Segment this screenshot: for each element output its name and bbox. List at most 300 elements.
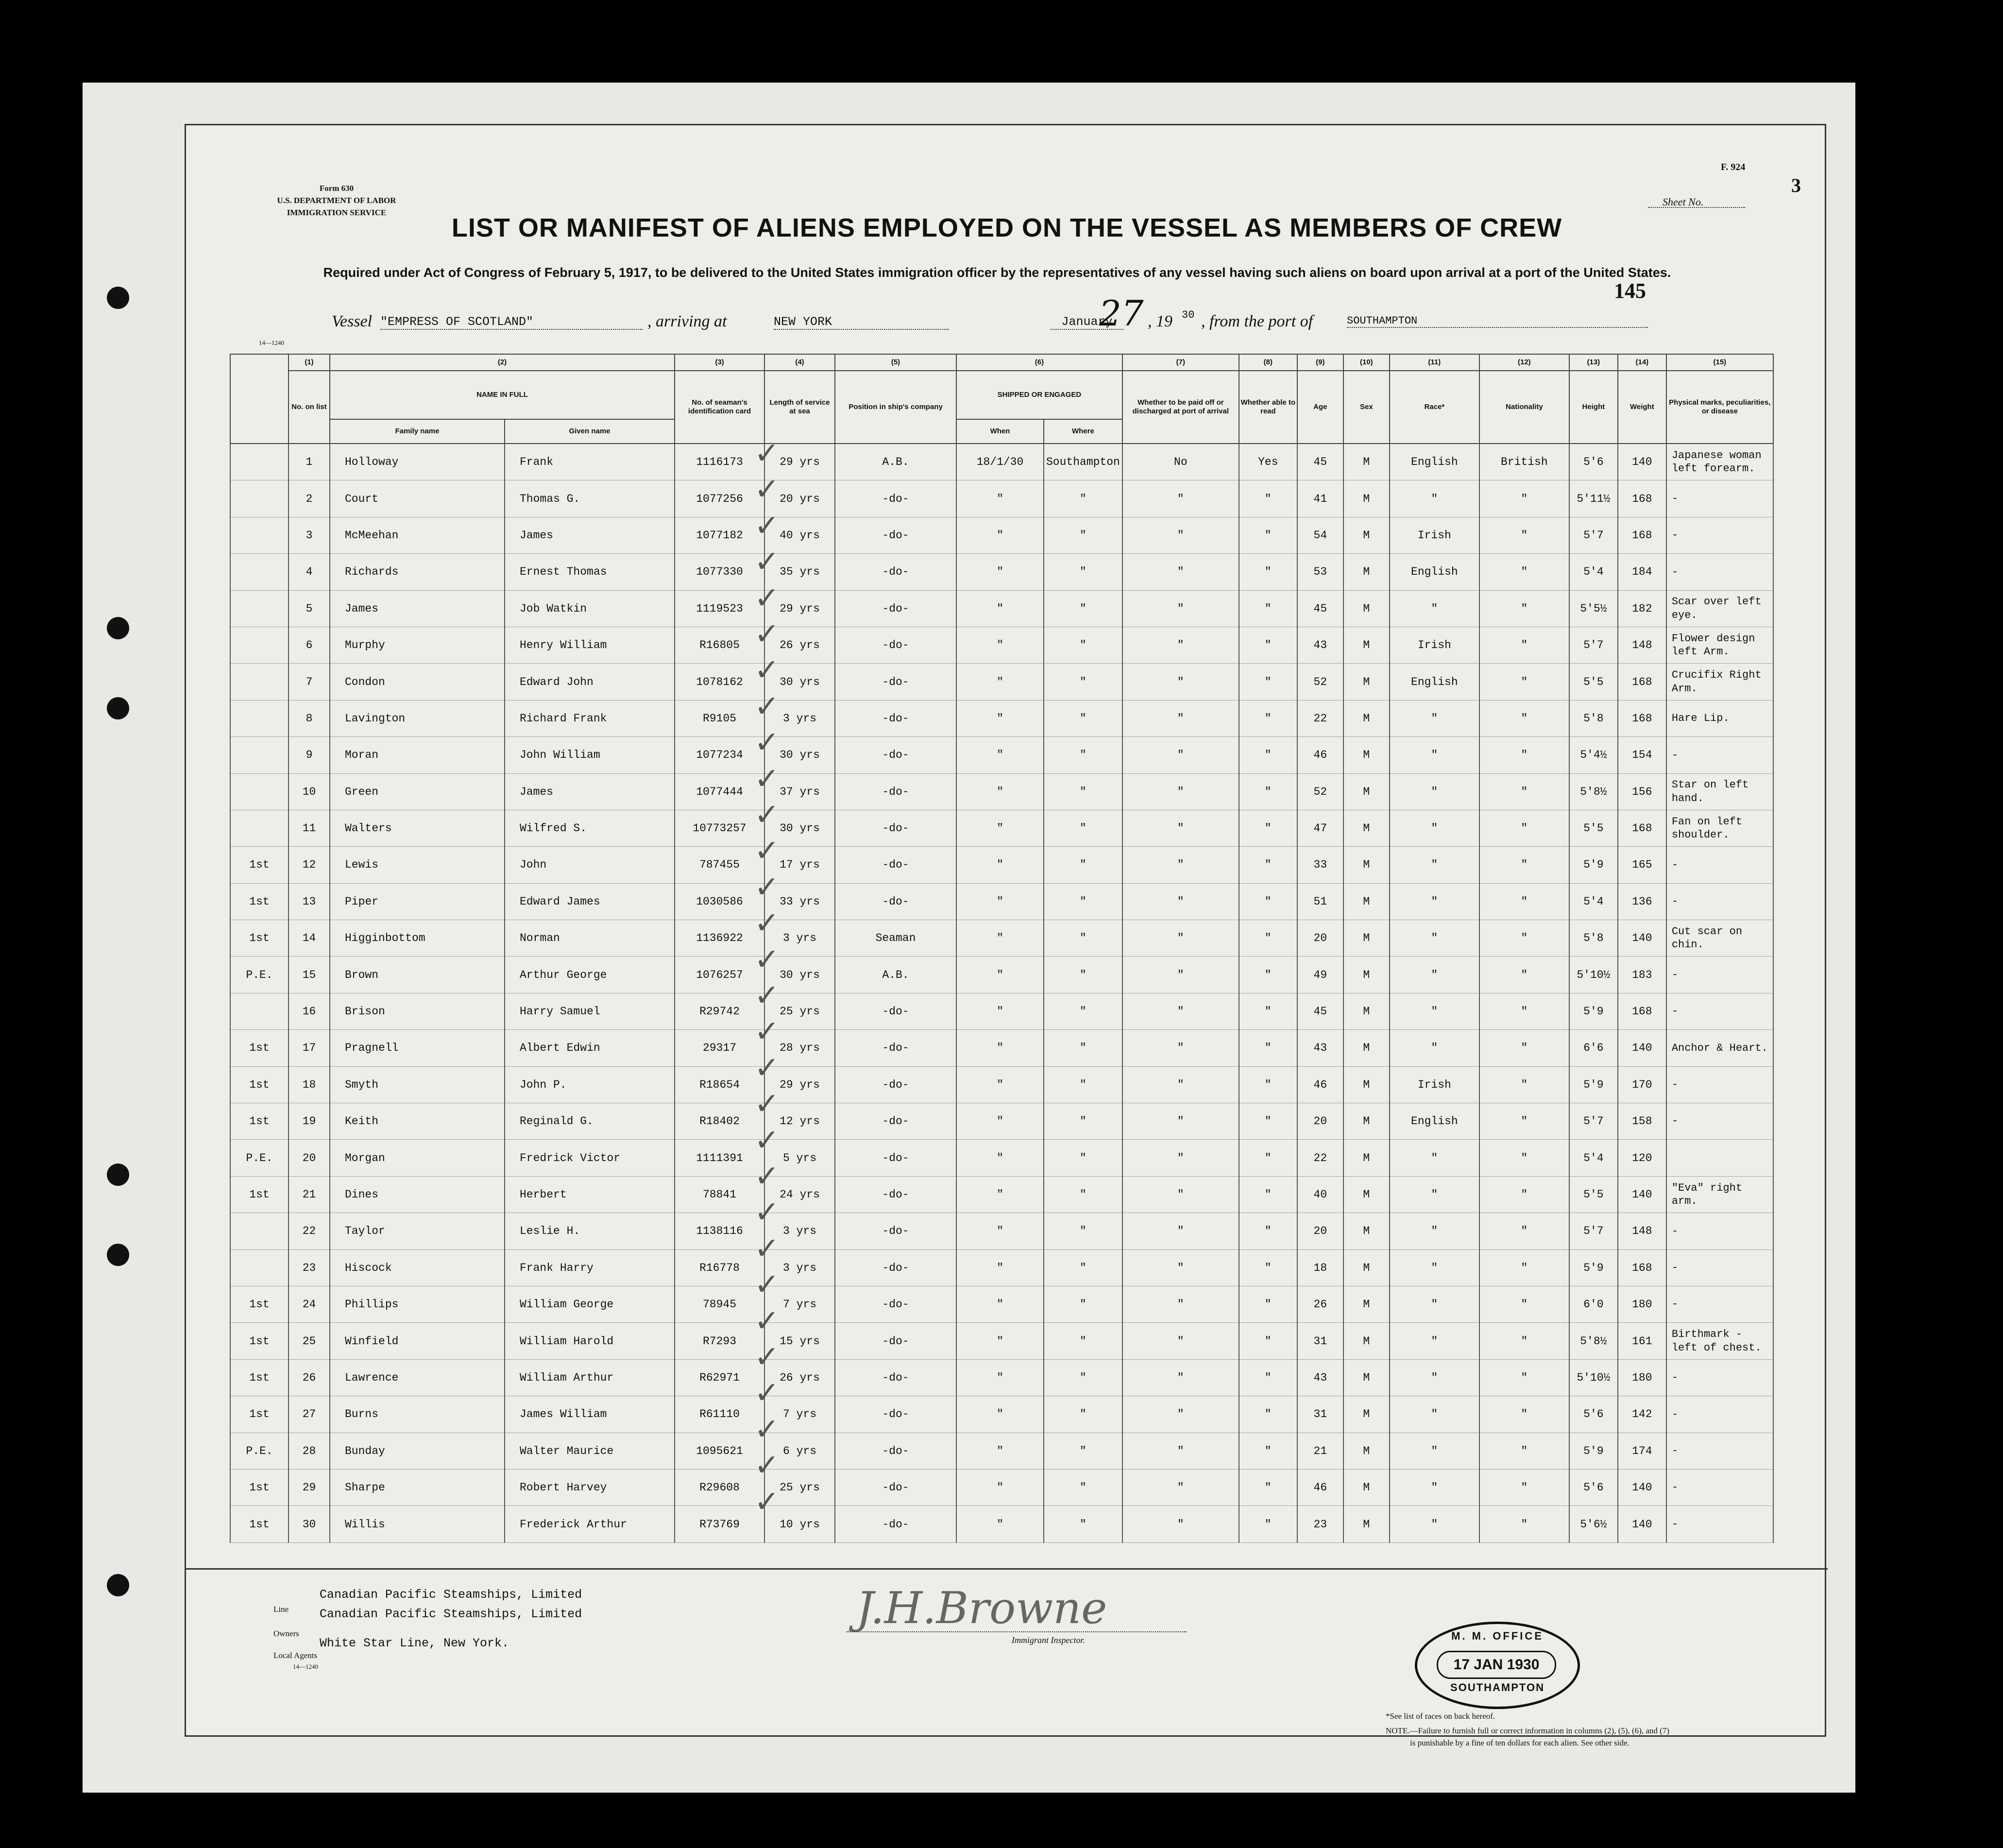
- weight: 170: [1618, 1066, 1666, 1103]
- shipped-when: ": [956, 810, 1044, 846]
- weight: 158: [1618, 1103, 1666, 1140]
- given-name: John William: [505, 737, 675, 773]
- header-where: Where: [1044, 419, 1122, 444]
- margin-note: 1st: [230, 1359, 289, 1396]
- age: 52: [1297, 664, 1343, 700]
- length-of-service: 35 yrs: [764, 554, 835, 590]
- shipped-when: ": [956, 554, 1044, 590]
- shipped-where: ": [1044, 810, 1122, 846]
- sex: M: [1343, 810, 1390, 846]
- paid-off: ": [1122, 993, 1239, 1029]
- shipped-where: ": [1044, 773, 1122, 810]
- owners-value: Canadian Pacific Steamships, Limited: [320, 1607, 582, 1621]
- nationality: ": [1479, 810, 1569, 846]
- family-name: Willis: [330, 1506, 505, 1542]
- length-of-service: 28 yrs: [764, 1030, 835, 1066]
- length-of-service: 3 yrs: [764, 1213, 835, 1249]
- header-paid-off: Whether to be paid off or discharged at port of arrival: [1122, 371, 1239, 444]
- table-row: [230, 700, 1773, 736]
- check-mark-icon: ✓: [754, 652, 780, 688]
- margin-note: [230, 773, 289, 810]
- shipped-where: ": [1044, 1469, 1122, 1506]
- physical-marks: -: [1666, 1286, 1773, 1322]
- given-name: Arthur George: [505, 957, 675, 993]
- length-of-service: 30 yrs: [764, 957, 835, 993]
- age: 43: [1297, 1030, 1343, 1066]
- family-name: Green: [330, 773, 505, 810]
- weight: 168: [1618, 700, 1666, 736]
- weight: 168: [1618, 480, 1666, 517]
- check-mark-icon: ✓: [754, 797, 780, 832]
- ship-position: -do-: [835, 737, 956, 773]
- paid-off: ": [1122, 920, 1239, 957]
- arrival-day: 27: [1099, 293, 1144, 334]
- physical-marks: -: [1666, 1396, 1773, 1433]
- header-race: Race*: [1390, 371, 1479, 444]
- seaman-card: R18402: [675, 1103, 764, 1140]
- check-mark-icon: ✓: [754, 1194, 780, 1230]
- list-number: 28: [289, 1433, 330, 1469]
- physical-marks: Fan on left shoulder.: [1666, 810, 1773, 846]
- shipped-when: ": [956, 1030, 1044, 1066]
- family-name: Sharpe: [330, 1469, 505, 1506]
- length-of-service: 25 yrs: [764, 1469, 835, 1506]
- length-of-service: 20 yrs: [764, 480, 835, 517]
- age: 45: [1297, 993, 1343, 1029]
- list-number: 16: [289, 993, 330, 1029]
- able-to-read: ": [1239, 1469, 1297, 1506]
- shipped-where: ": [1044, 1359, 1122, 1396]
- family-name: Lawrence: [330, 1359, 505, 1396]
- margin-note: 1st: [230, 1506, 289, 1542]
- family-name: Burns: [330, 1396, 505, 1433]
- form-code: F. 924: [1721, 162, 1746, 172]
- col-number: (8): [1239, 354, 1297, 371]
- given-name: Walter Maurice: [505, 1433, 675, 1469]
- given-name: Norman: [505, 920, 675, 957]
- ship-position: -do-: [835, 627, 956, 663]
- sex: M: [1343, 1213, 1390, 1249]
- sex: M: [1343, 957, 1390, 993]
- table-row: [230, 480, 1773, 517]
- seaman-card: 1095621: [675, 1433, 764, 1469]
- shipped-where: ": [1044, 957, 1122, 993]
- seaman-card: 787455: [675, 847, 764, 883]
- given-name: Job Watkin: [505, 590, 675, 627]
- list-number: 6: [289, 627, 330, 663]
- length-of-service: 30 yrs: [764, 810, 835, 846]
- inspector-signature: J.H.Browne: [856, 1583, 1107, 1634]
- age: 23: [1297, 1506, 1343, 1542]
- nationality: ": [1479, 1506, 1569, 1542]
- header-family-name: Family name: [330, 419, 505, 444]
- margin-note: [230, 627, 289, 663]
- paid-off: ": [1122, 1506, 1239, 1542]
- check-mark-icon: ✓: [754, 1483, 780, 1519]
- table-row: [230, 810, 1773, 846]
- race: Irish: [1390, 517, 1479, 553]
- seaman-card: 1111391: [675, 1140, 764, 1176]
- height: 5'7: [1569, 1103, 1618, 1140]
- margin-note: [230, 810, 289, 846]
- given-name: Frank Harry: [505, 1249, 675, 1286]
- nationality: ": [1479, 1359, 1569, 1396]
- given-name: James: [505, 773, 675, 810]
- col-number: (9): [1297, 354, 1343, 371]
- sex: M: [1343, 1140, 1390, 1176]
- physical-marks: -: [1666, 480, 1773, 517]
- length-of-service: 3 yrs: [764, 1249, 835, 1286]
- sex: M: [1343, 1249, 1390, 1286]
- length-of-service: 3 yrs: [764, 700, 835, 736]
- race: ": [1390, 1469, 1479, 1506]
- race: ": [1390, 920, 1479, 957]
- margin-note: [230, 517, 289, 553]
- table-row: [230, 1433, 1773, 1469]
- vessel-name: "EMPRESS OF SCOTLAND": [380, 315, 643, 330]
- sex: M: [1343, 700, 1390, 736]
- family-name: Moran: [330, 737, 505, 773]
- list-number: 3: [289, 517, 330, 553]
- paid-off: ": [1122, 1103, 1239, 1140]
- table-row: [230, 1030, 1773, 1066]
- list-number: 27: [289, 1396, 330, 1433]
- shipped-when: ": [956, 737, 1044, 773]
- height: 5'4: [1569, 554, 1618, 590]
- header-height: Height: [1569, 371, 1618, 444]
- list-number: 29: [289, 1469, 330, 1506]
- family-name: Lavington: [330, 700, 505, 736]
- ship-position: -do-: [835, 480, 956, 517]
- check-mark-icon: ✓: [754, 724, 780, 760]
- margin-note: [230, 700, 289, 736]
- sex: M: [1343, 554, 1390, 590]
- list-number: 17: [289, 1030, 330, 1066]
- table-row: [230, 1103, 1773, 1140]
- check-mark-icon: ✓: [754, 688, 780, 724]
- agents-label: Local Agents: [273, 1651, 318, 1660]
- nationality: ": [1479, 1249, 1569, 1286]
- physical-marks: -: [1666, 1359, 1773, 1396]
- col-number: (10): [1343, 354, 1390, 371]
- ship-position: -do-: [835, 517, 956, 553]
- weight: 184: [1618, 554, 1666, 590]
- seaman-card: R16805: [675, 627, 764, 663]
- able-to-read: ": [1239, 883, 1297, 920]
- shipped-where: ": [1044, 993, 1122, 1029]
- year-prefix: , 19: [1148, 312, 1172, 330]
- length-of-service: 37 yrs: [764, 773, 835, 810]
- shipped-where: ": [1044, 1433, 1122, 1469]
- physical-marks: Crucifix Right Arm.: [1666, 664, 1773, 700]
- shipped-when: ": [956, 773, 1044, 810]
- ship-position: -do-: [835, 773, 956, 810]
- shipped-when: ": [956, 883, 1044, 920]
- owners-label: Owners: [273, 1629, 299, 1638]
- paid-off: ": [1122, 480, 1239, 517]
- length-of-service: 12 yrs: [764, 1103, 835, 1140]
- shipped-when: ": [956, 1103, 1044, 1140]
- sheet-underline: [1648, 207, 1745, 208]
- check-mark-icon: ✓: [754, 905, 780, 941]
- table-row: [230, 444, 1773, 480]
- seaman-card: 1077182: [675, 517, 764, 553]
- paid-off: ": [1122, 700, 1239, 736]
- seaman-card: 1076257: [675, 957, 764, 993]
- nationality: ": [1479, 517, 1569, 553]
- nationality: ": [1479, 1176, 1569, 1213]
- ship-position: Seaman: [835, 920, 956, 957]
- height: 5'8½: [1569, 773, 1618, 810]
- physical-marks: -: [1666, 883, 1773, 920]
- length-of-service: 29 yrs: [764, 444, 835, 480]
- physical-marks: -: [1666, 957, 1773, 993]
- check-mark-icon: ✓: [754, 1375, 780, 1411]
- check-mark-icon: ✓: [754, 833, 780, 869]
- height: 5'9: [1569, 993, 1618, 1029]
- shipped-where: ": [1044, 627, 1122, 663]
- agents-value: White Star Line, New York.: [320, 1636, 509, 1650]
- weight: 140: [1618, 920, 1666, 957]
- age: 20: [1297, 920, 1343, 957]
- ship-position: -do-: [835, 1469, 956, 1506]
- table-row: [230, 1396, 1773, 1433]
- margin-note: 1st: [230, 1103, 289, 1140]
- col-number: (2): [330, 354, 675, 371]
- able-to-read: ": [1239, 1396, 1297, 1433]
- check-mark-icon: ✓: [754, 435, 780, 471]
- length-of-service: 7 yrs: [764, 1286, 835, 1322]
- col-number: (14): [1618, 354, 1666, 371]
- margin-note: [230, 1249, 289, 1286]
- paid-off: ": [1122, 1323, 1239, 1359]
- height: 5'7: [1569, 1213, 1618, 1249]
- seaman-card: 1138116: [675, 1213, 764, 1249]
- check-mark-icon: ✓: [754, 1230, 780, 1266]
- table-row: [230, 1140, 1773, 1176]
- header-nationality: Nationality: [1479, 371, 1569, 444]
- weight: 174: [1618, 1433, 1666, 1469]
- check-mark-icon: ✓: [754, 760, 780, 796]
- margin-note: P.E.: [230, 1140, 289, 1176]
- nationality: ": [1479, 1469, 1569, 1506]
- height: 5'5: [1569, 810, 1618, 846]
- height: 5'10½: [1569, 1359, 1618, 1396]
- weight: 148: [1618, 1213, 1666, 1249]
- seaman-card: R7293: [675, 1323, 764, 1359]
- shipped-when: ": [956, 480, 1044, 517]
- list-number: 11: [289, 810, 330, 846]
- able-to-read: ": [1239, 810, 1297, 846]
- table-row: [230, 590, 1773, 627]
- physical-marks: -: [1666, 993, 1773, 1029]
- page-subtitle: Required under Act of Congress of February 5, 1917, to be delivered to the United States immigration officer by the representatives of any vessel having such aliens on board upon arrival at a port of the United States.: [323, 265, 1671, 280]
- able-to-read: ": [1239, 1323, 1297, 1359]
- family-name: Taylor: [330, 1213, 505, 1249]
- physical-marks: -: [1666, 1506, 1773, 1542]
- given-name: James William: [505, 1396, 675, 1433]
- paid-off: ": [1122, 1213, 1239, 1249]
- shipped-when: ": [956, 627, 1044, 663]
- col-number: (3): [675, 354, 764, 371]
- nationality: ": [1479, 737, 1569, 773]
- sex: M: [1343, 773, 1390, 810]
- race: ": [1390, 1213, 1479, 1249]
- length-of-service: 10 yrs: [764, 1506, 835, 1542]
- race: ": [1390, 773, 1479, 810]
- physical-marks: Anchor & Heart.: [1666, 1030, 1773, 1066]
- seaman-card: 1077330: [675, 554, 764, 590]
- race: Irish: [1390, 627, 1479, 663]
- col-number: (15): [1666, 354, 1773, 371]
- able-to-read: ": [1239, 1066, 1297, 1103]
- sex: M: [1343, 883, 1390, 920]
- physical-marks: -: [1666, 1249, 1773, 1286]
- ship-position: -do-: [835, 700, 956, 736]
- list-number: 4: [289, 554, 330, 590]
- sex: M: [1343, 444, 1390, 480]
- header-name-in-full: NAME IN FULL: [330, 371, 675, 419]
- able-to-read: ": [1239, 737, 1297, 773]
- able-to-read: ": [1239, 1213, 1297, 1249]
- crew-table: [230, 354, 1774, 1543]
- shipped-where: ": [1044, 847, 1122, 883]
- department-label: U.S. DEPARTMENT OF LABOR: [277, 196, 396, 205]
- margin-note: 1st: [230, 847, 289, 883]
- given-name: Albert Edwin: [505, 1030, 675, 1066]
- list-number: 14: [289, 920, 330, 957]
- shipped-where: ": [1044, 1140, 1122, 1176]
- ship-position: A.B.: [835, 957, 956, 993]
- list-number: 24: [289, 1286, 330, 1322]
- shipped-when: ": [956, 517, 1044, 553]
- physical-marks: [1666, 1140, 1773, 1176]
- arriving-label: , arriving at: [647, 312, 727, 330]
- signature-line: [847, 1631, 1187, 1632]
- seaman-card: 10773257: [675, 810, 764, 846]
- shipped-where: ": [1044, 1213, 1122, 1249]
- ship-position: -do-: [835, 1323, 956, 1359]
- age: 22: [1297, 1140, 1343, 1176]
- check-mark-icon: ✓: [754, 1049, 780, 1085]
- shipped-where: ": [1044, 1066, 1122, 1103]
- physical-marks: -: [1666, 554, 1773, 590]
- height: 5'7: [1569, 517, 1618, 553]
- check-mark-icon: ✓: [754, 1013, 780, 1049]
- given-name: John P.: [505, 1066, 675, 1103]
- paid-off: ": [1122, 1176, 1239, 1213]
- race: ": [1390, 1140, 1479, 1176]
- given-name: Edward John: [505, 664, 675, 700]
- margin-note: [230, 737, 289, 773]
- age: 45: [1297, 590, 1343, 627]
- length-of-service: 29 yrs: [764, 1066, 835, 1103]
- table-row: [230, 957, 1773, 993]
- sex: M: [1343, 627, 1390, 663]
- age: 33: [1297, 847, 1343, 883]
- height: 5'4½: [1569, 737, 1618, 773]
- seaman-card: 1116173: [675, 444, 764, 480]
- table-row: [230, 883, 1773, 920]
- margin-note: [230, 554, 289, 590]
- able-to-read: ": [1239, 480, 1297, 517]
- shipped-when: ": [956, 1469, 1044, 1506]
- family-name: James: [330, 590, 505, 627]
- race: ": [1390, 883, 1479, 920]
- length-of-service: 15 yrs: [764, 1323, 835, 1359]
- race: Irish: [1390, 1066, 1479, 1103]
- seaman-card: 1136922: [675, 920, 764, 957]
- seaman-card: R18654: [675, 1066, 764, 1103]
- paid-off: ": [1122, 554, 1239, 590]
- physical-marks: Flower design left Arm.: [1666, 627, 1773, 663]
- height: 5'6: [1569, 1469, 1618, 1506]
- margin-note: 1st: [230, 1176, 289, 1213]
- margin-note: [230, 444, 289, 480]
- family-name: Piper: [330, 883, 505, 920]
- sheet-label: Sheet No.: [1663, 196, 1704, 208]
- check-mark-icon: ✓: [754, 1158, 780, 1194]
- paid-off: ": [1122, 627, 1239, 663]
- margin-note: 1st: [230, 1323, 289, 1359]
- race: ": [1390, 957, 1479, 993]
- race: English: [1390, 444, 1479, 480]
- height: 6'0: [1569, 1286, 1618, 1322]
- margin-note: P.E.: [230, 1433, 289, 1469]
- age: 43: [1297, 627, 1343, 663]
- col-number: (5): [835, 354, 956, 371]
- seaman-card: R61110: [675, 1396, 764, 1433]
- weight: 183: [1618, 957, 1666, 993]
- shipped-where: ": [1044, 920, 1122, 957]
- race: ": [1390, 1396, 1479, 1433]
- nationality: ": [1479, 847, 1569, 883]
- punch-hole: [107, 1244, 129, 1266]
- arrival-month: January: [1051, 315, 1123, 330]
- check-mark-icon: ✓: [754, 1447, 780, 1483]
- shipped-where: ": [1044, 1506, 1122, 1542]
- shipped-when: ": [956, 1286, 1044, 1322]
- ship-position: -do-: [835, 993, 956, 1029]
- given-name: Wilfred S.: [505, 810, 675, 846]
- physical-marks: -: [1666, 1213, 1773, 1249]
- given-name: Frederick Arthur: [505, 1506, 675, 1542]
- sheet-number: 3: [1791, 174, 1801, 196]
- margin-note: [230, 590, 289, 627]
- table-row: [230, 517, 1773, 553]
- punch-hole: [107, 1164, 129, 1186]
- able-to-read: Yes: [1239, 444, 1297, 480]
- list-number: 2: [289, 480, 330, 517]
- family-name: Brown: [330, 957, 505, 993]
- paid-off: ": [1122, 1249, 1239, 1286]
- family-name: Bunday: [330, 1433, 505, 1469]
- header-when: When: [956, 419, 1044, 444]
- header-sex: Sex: [1343, 371, 1390, 444]
- height: 5'4: [1569, 883, 1618, 920]
- shipped-where: ": [1044, 480, 1122, 517]
- paid-off: ": [1122, 590, 1239, 627]
- line-value: Canadian Pacific Steamships, Limited: [320, 1588, 582, 1602]
- nationality: ": [1479, 1030, 1569, 1066]
- shipped-when: ": [956, 957, 1044, 993]
- given-name: Herbert: [505, 1176, 675, 1213]
- paid-off: ": [1122, 1469, 1239, 1506]
- paid-off: ": [1122, 773, 1239, 810]
- age: 41: [1297, 480, 1343, 517]
- age: 22: [1297, 700, 1343, 736]
- age: 18: [1297, 1249, 1343, 1286]
